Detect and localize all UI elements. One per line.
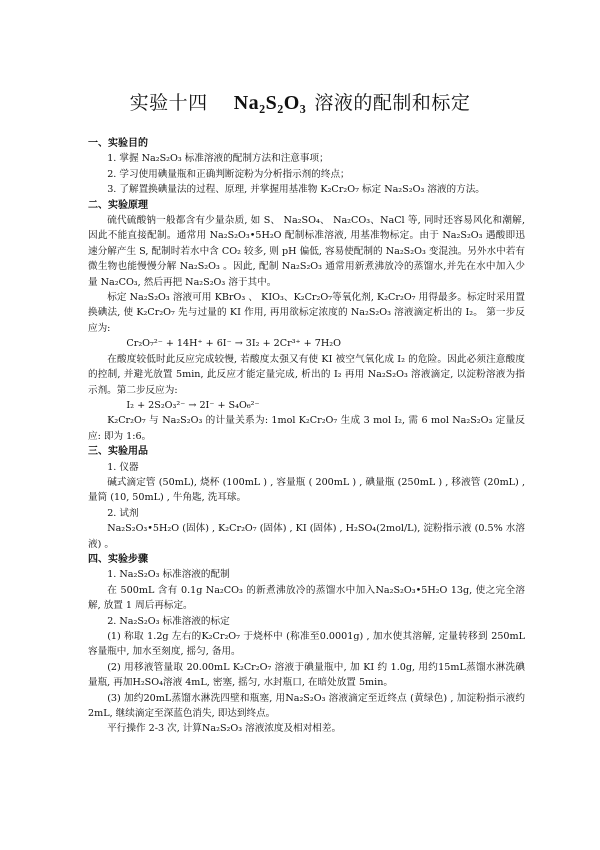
subsection-title: 2. Na₂S₂O₃ 标准溶液的标定 [107, 615, 230, 627]
section-heading-procedure: 四、实验步骤 [88, 553, 148, 565]
materials-paragraph: Na₂S₂O₃•5H₂O (固体) , K₂Cr₂O₇ (固体) , KI (固体) , H₂SO₄(2mol/L), 淀粉指示液 (0.5% 水溶液) 。 [88, 523, 525, 550]
subsection-title: 1. Na₂S₂O₃ 标准溶液的配制 [107, 569, 230, 581]
objective-item: 2. 学习使用碘量瓶和正确判断淀粉为分析指示剂的终点； [107, 168, 350, 180]
materials-paragraph: 碱式滴定管 (50mL), 烧杯 (100mL ) , 容量瓶 ( 200mL ) , 碘量瓶 (250mL ) , 移液管 (20mL) , 量筒 (10, 50mL) , 牛角匙, 洗耳球。 [88, 476, 525, 504]
subsection-title: 2. 试剂 [107, 507, 139, 519]
subsection-title: 1. 仪器 [107, 461, 139, 473]
title-formula: Na₂S₂O₃ [233, 92, 307, 114]
principle-paragraph: 在酸度较低时此反应完成较慢, 若酸度太强又有使 KI 被空气氧化成 I₂ 的危险。因此必须注意酸度的控制, 并避光放置 5min, 此反应才能定量完成, 析出的 I₂ 再用 Na₂S₂O₃ 溶液滴定, 以淀粉溶液为指示剂。第二步反应为: [88, 353, 525, 396]
reaction-equation: Cr₂O₇²⁻ + 14H⁺ + 6I⁻ → 3I₂ + 2Cr³⁺ + 7H₂O [126, 338, 341, 350]
title-experiment-number: 实验十四 [129, 92, 208, 114]
procedure-step: (2) 用移液管量取 20.00mL K₂Cr₂O₇ 溶液于碘量瓶中, 加 KI 约 1.0g, 用约15mL蒸馏水淋洗碘量瓶, 再加H₂SO₄溶液 4mL, 密塞, 摇匀, 水封瓶口, 在暗处放置 5min。 [88, 661, 525, 689]
procedure-paragraph: 平行操作 2-3 次, 计算Na₂S₂O₃ 溶液浓度及相对相差。 [107, 723, 342, 735]
procedure-paragraph: 在 500mL 含有 0.1g Na₂CO₃ 的新煮沸放冷的蒸馏水中加入Na₂S₂O₃•5H₂O 13g, 使之完全溶解, 放置 1 周后再标定。 [88, 584, 525, 612]
title-text: 溶液的配制和标定 [314, 92, 471, 114]
document-body [88, 136, 525, 737]
page-title [0, 88, 600, 115]
principle-paragraph: 硫代硫酸钠一般都含有少量杂质, 如 S、 Na₂SO₄、 Na₂CO₃、NaCl 等, 同时还容易风化和潮解, 因此不能直接配制。通常用 Na₂S₂O₃•5H₂O 配制标准溶液, 用基准物标定。由于 Na₂S₂O₃ 遇酸即迅速分解产生 S, 配制时若水中含 CO₂ 较多, 则 pH 偏低, 容易使配制的 Na₂S₂O₃ 变混浊。另外水中若有微生物也能慢慢分解 Na₂S₂O₃ 。因此, 配制 Na₂S₂O₃ 通常用新煮沸放冷的蒸馏水,并先在水中加入少量 Na₂CO₃, 然后再把 Na₂S₂O₃ 溶于其中。 [88, 215, 525, 288]
reaction-equation: I₂ + 2S₂O₃²⁻ → 2I⁻ + S₄O₆²⁻ [126, 399, 260, 411]
objective-item: 1. 掌握 Na₂S₂O₃ 标准溶液的配制方法和注意事项； [107, 153, 329, 165]
procedure-step: (3) 加约20mL蒸馏水淋洗四壁和瓶塞, 用Na₂S₂O₃ 溶液滴定至近终点 (黄绿色) , 加淀粉指示液约2mL, 继续滴定至深蓝色消失, 即达到终点。 [88, 692, 525, 720]
principle-paragraph: K₂Cr₂O₇ 与 Na₂S₂O₃ 的计量关系为: 1mol K₂Cr₂O₇ 生成 3 mol I₂, 需 6 mol Na₂S₂O₃ 定量反应: 即为 1:6。 [88, 415, 525, 442]
section-heading-objectives: 一、实验目的 [88, 138, 148, 149]
principle-paragraph: 标定 Na₂S₂O₃ 溶液可用 KBrO₃ 、 KIO₃、K₂Cr₂O₇等氧化剂, K₂Cr₂O₇ 用得最多。标定时采用置换碘法, 使 K₂Cr₂O₇ 先与过量的 KI 作用, 再用欲标定浓度的 Na₂S₂O₃ 溶液滴定析出的 I₂。 第一步反应为: [88, 292, 525, 334]
procedure-step: (1) 称取 1.2g 左右的K₂Cr₂O₇ 于烧杯中 (称准至0.0001g) , 加水使其溶解, 定量转移到 250mL 容量瓶中, 加水至刻度, 摇匀, 备用。 [88, 631, 525, 658]
objective-item: 3. 了解置换碘量法的过程、原理, 并掌握用基准物 K₂Cr₂O₇ 标定 Na₂S₂O₃ 溶液的方法。 [107, 184, 485, 196]
section-heading-principle: 二、实验原理 [88, 199, 148, 211]
section-heading-materials: 三、实验用品 [88, 446, 148, 458]
